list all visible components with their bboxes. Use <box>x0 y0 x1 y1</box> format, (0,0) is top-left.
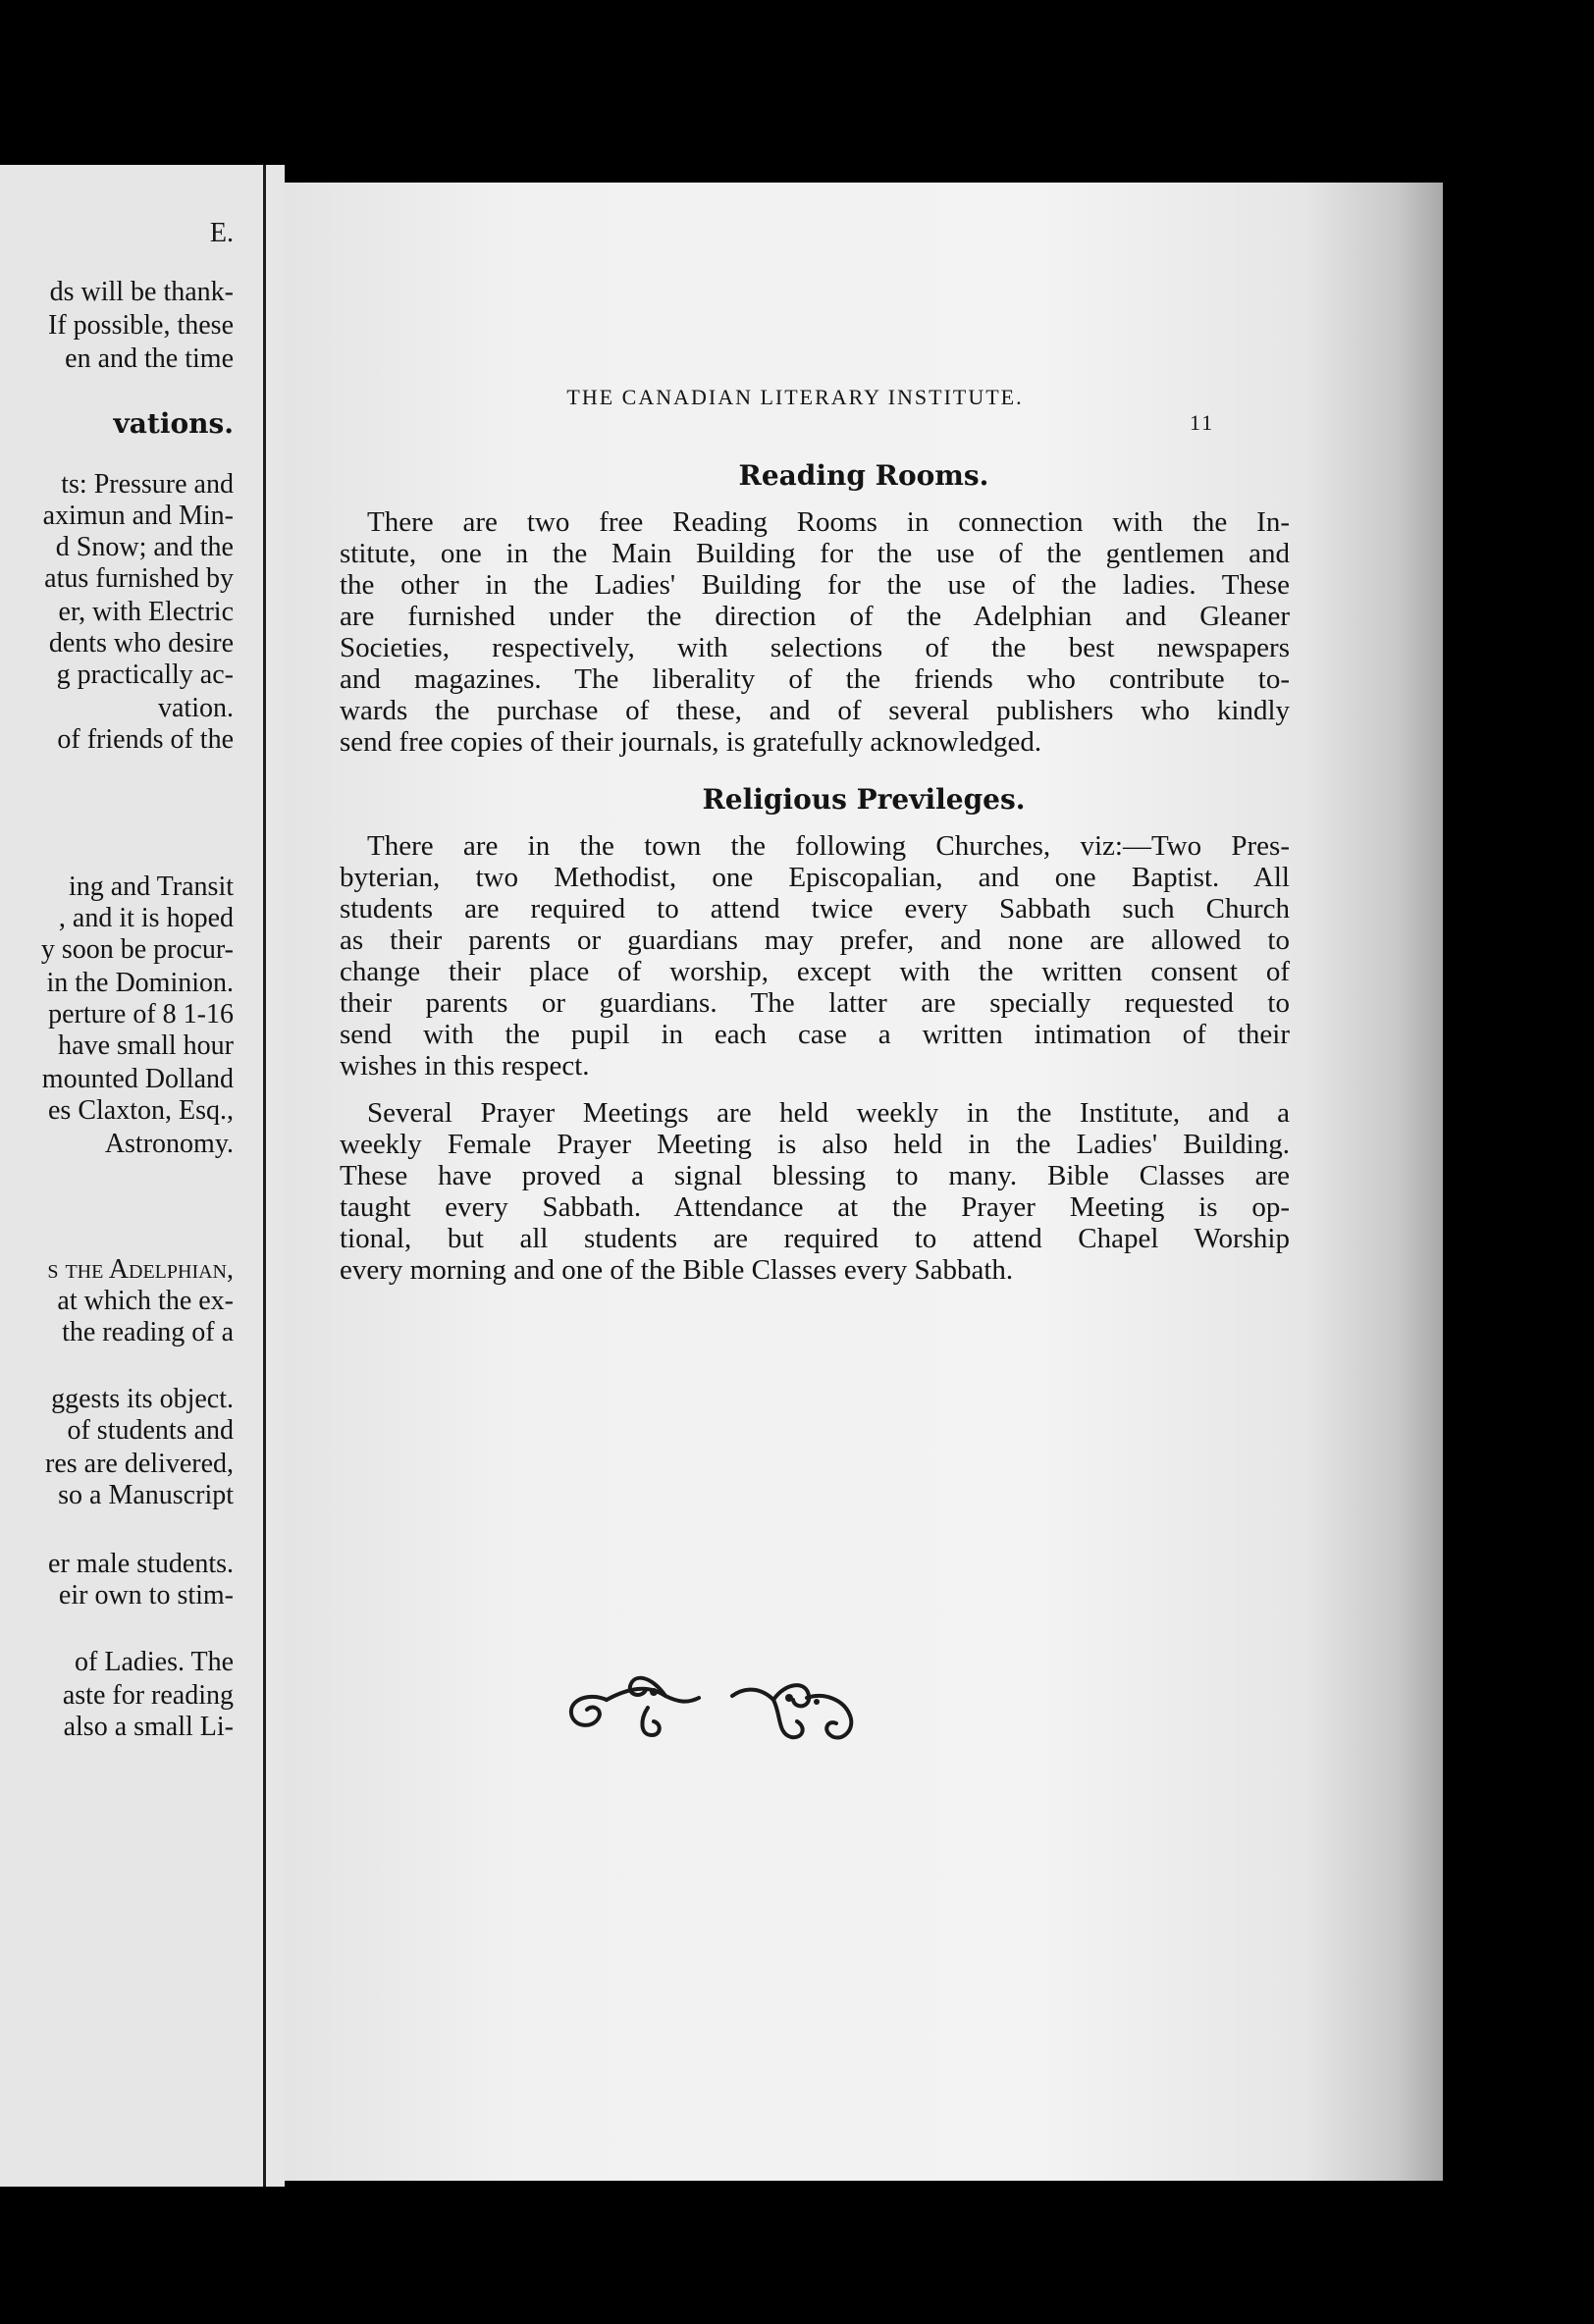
previous-page-text-line: so a Manuscript <box>58 1480 234 1510</box>
text-line: are furnished under the direction of the Adelphian and Gleaner <box>340 601 1290 632</box>
previous-page-text-line: Astronomy. <box>104 1129 234 1159</box>
previous-page-text-line: es Claxton, Esq., <box>48 1095 234 1126</box>
section-title-reading-rooms: Reading Rooms. <box>738 459 989 492</box>
previous-page-text-line: er male students. <box>48 1549 234 1579</box>
previous-page-heading-fragment: vations. <box>113 407 234 440</box>
text-line: tional, but all students are required to attend Chapel Worship <box>340 1223 1290 1254</box>
previous-page-text-line: ds will be thank- <box>49 277 234 307</box>
previous-page-text-line: res are delivered, <box>45 1449 234 1479</box>
column-rule <box>263 165 266 2187</box>
text-line: weekly Female Prayer Meeting is also held in the Ladies' Building. <box>340 1129 1290 1160</box>
previous-page-text-line: aste for reading <box>62 1680 234 1711</box>
section-title-religious-privileges: Religious Previleges. <box>702 783 1026 816</box>
text-line: students are required to attend twice every Sabbath such Church <box>340 893 1290 924</box>
previous-page-text-line: the reading of a <box>62 1317 234 1347</box>
previous-page-text-line: of friends of the <box>57 724 234 755</box>
scroll-flourish-ornament-icon <box>550 1653 883 1747</box>
previous-page-text-line: perture of 8 1-16 <box>48 999 234 1030</box>
text-line: send with the pupil in each case a written intimation of their <box>340 1019 1290 1050</box>
page-number: 11 <box>1190 410 1215 435</box>
text-line: Societies, respectively, with selections of the best newspapers <box>340 632 1290 663</box>
previous-page-text-line: also a small Li- <box>63 1712 234 1742</box>
previous-page-text-line: E. <box>209 218 234 248</box>
page <box>285 183 1443 2181</box>
text-line: the other in the Ladies' Building for the use of the ladies. These <box>340 569 1290 601</box>
text-line: wishes in this respect. <box>340 1050 590 1082</box>
text-line: byterian, two Methodist, one Episcopalian, and one Baptist. All <box>340 862 1290 893</box>
previous-page-text-line: ing and Transit <box>68 872 234 902</box>
text-line: wards the purchase of these, and of several publishers who kindly <box>340 695 1290 726</box>
previous-page-text-line: ts: Pressure and <box>61 469 234 500</box>
previous-page-text-line: vation. <box>158 693 234 723</box>
previous-page-text-line: at which the ex- <box>57 1286 234 1316</box>
previous-page-text-line: g practically ac- <box>56 660 234 690</box>
previous-page-text-line: y soon be procur- <box>40 934 234 965</box>
text-line: These have proved a signal blessing to many. Bible Classes are <box>340 1160 1290 1191</box>
previous-page-text-line: , and it is hoped <box>58 903 234 933</box>
text-line: change their place of worship, except with the written consent of <box>340 956 1290 987</box>
previous-page-fragment <box>0 165 285 2187</box>
text-line: There are in the town the following Churches, viz:—Two Pres- <box>367 830 1290 862</box>
previous-page-text-line: en and the time <box>65 343 234 374</box>
running-head: THE CANADIAN LITERARY INSTITUTE. <box>566 385 1024 409</box>
previous-page-text-line: of students and <box>67 1415 234 1446</box>
previous-page-text-line: have small hour <box>58 1030 234 1061</box>
previous-page-text-line: dents who desire <box>48 628 234 659</box>
previous-page-text-line: atus furnished by <box>44 563 234 594</box>
text-line: every morning and one of the Bible Classes every Sabbath. <box>340 1254 1014 1286</box>
previous-page-text-line: aximun and Min- <box>42 501 234 531</box>
previous-page-text-line: ggests its object. <box>51 1384 234 1414</box>
previous-page-text-line: If possible, these <box>48 310 234 341</box>
text-line: their parents or guardians. The latter are specially requested to <box>340 987 1290 1019</box>
text-line: send free copies of their journals, is gratefully acknowledged. <box>340 726 1042 758</box>
text-line: There are two free Reading Rooms in connection with the In- <box>367 506 1290 538</box>
previous-page-text-line: d Snow; and the <box>55 532 234 562</box>
text-line: as their parents or guardians may prefer, and none are allowed to <box>340 924 1290 956</box>
previous-page-text-line: er, with Electric <box>58 597 234 627</box>
previous-page-text-line: of Ladies. The <box>75 1647 234 1677</box>
text-line: Several Prayer Meetings are held weekly in the Institute, and a <box>367 1097 1290 1129</box>
text-line: stitute, one in the Main Building for the use of the gentlemen and <box>340 538 1290 569</box>
previous-page-text-line: mounted Dolland <box>41 1064 234 1094</box>
previous-page-text-line: eir own to stim- <box>58 1580 234 1611</box>
text-line: taught every Sabbath. Attendance at the Prayer Meeting is op- <box>340 1191 1290 1223</box>
text-line: and magazines. The liberality of the friends who contribute to- <box>340 663 1290 695</box>
previous-page-text-line: in the Dominion. <box>46 968 234 998</box>
previous-page-text-line: s the Adelphian, <box>47 1254 234 1285</box>
